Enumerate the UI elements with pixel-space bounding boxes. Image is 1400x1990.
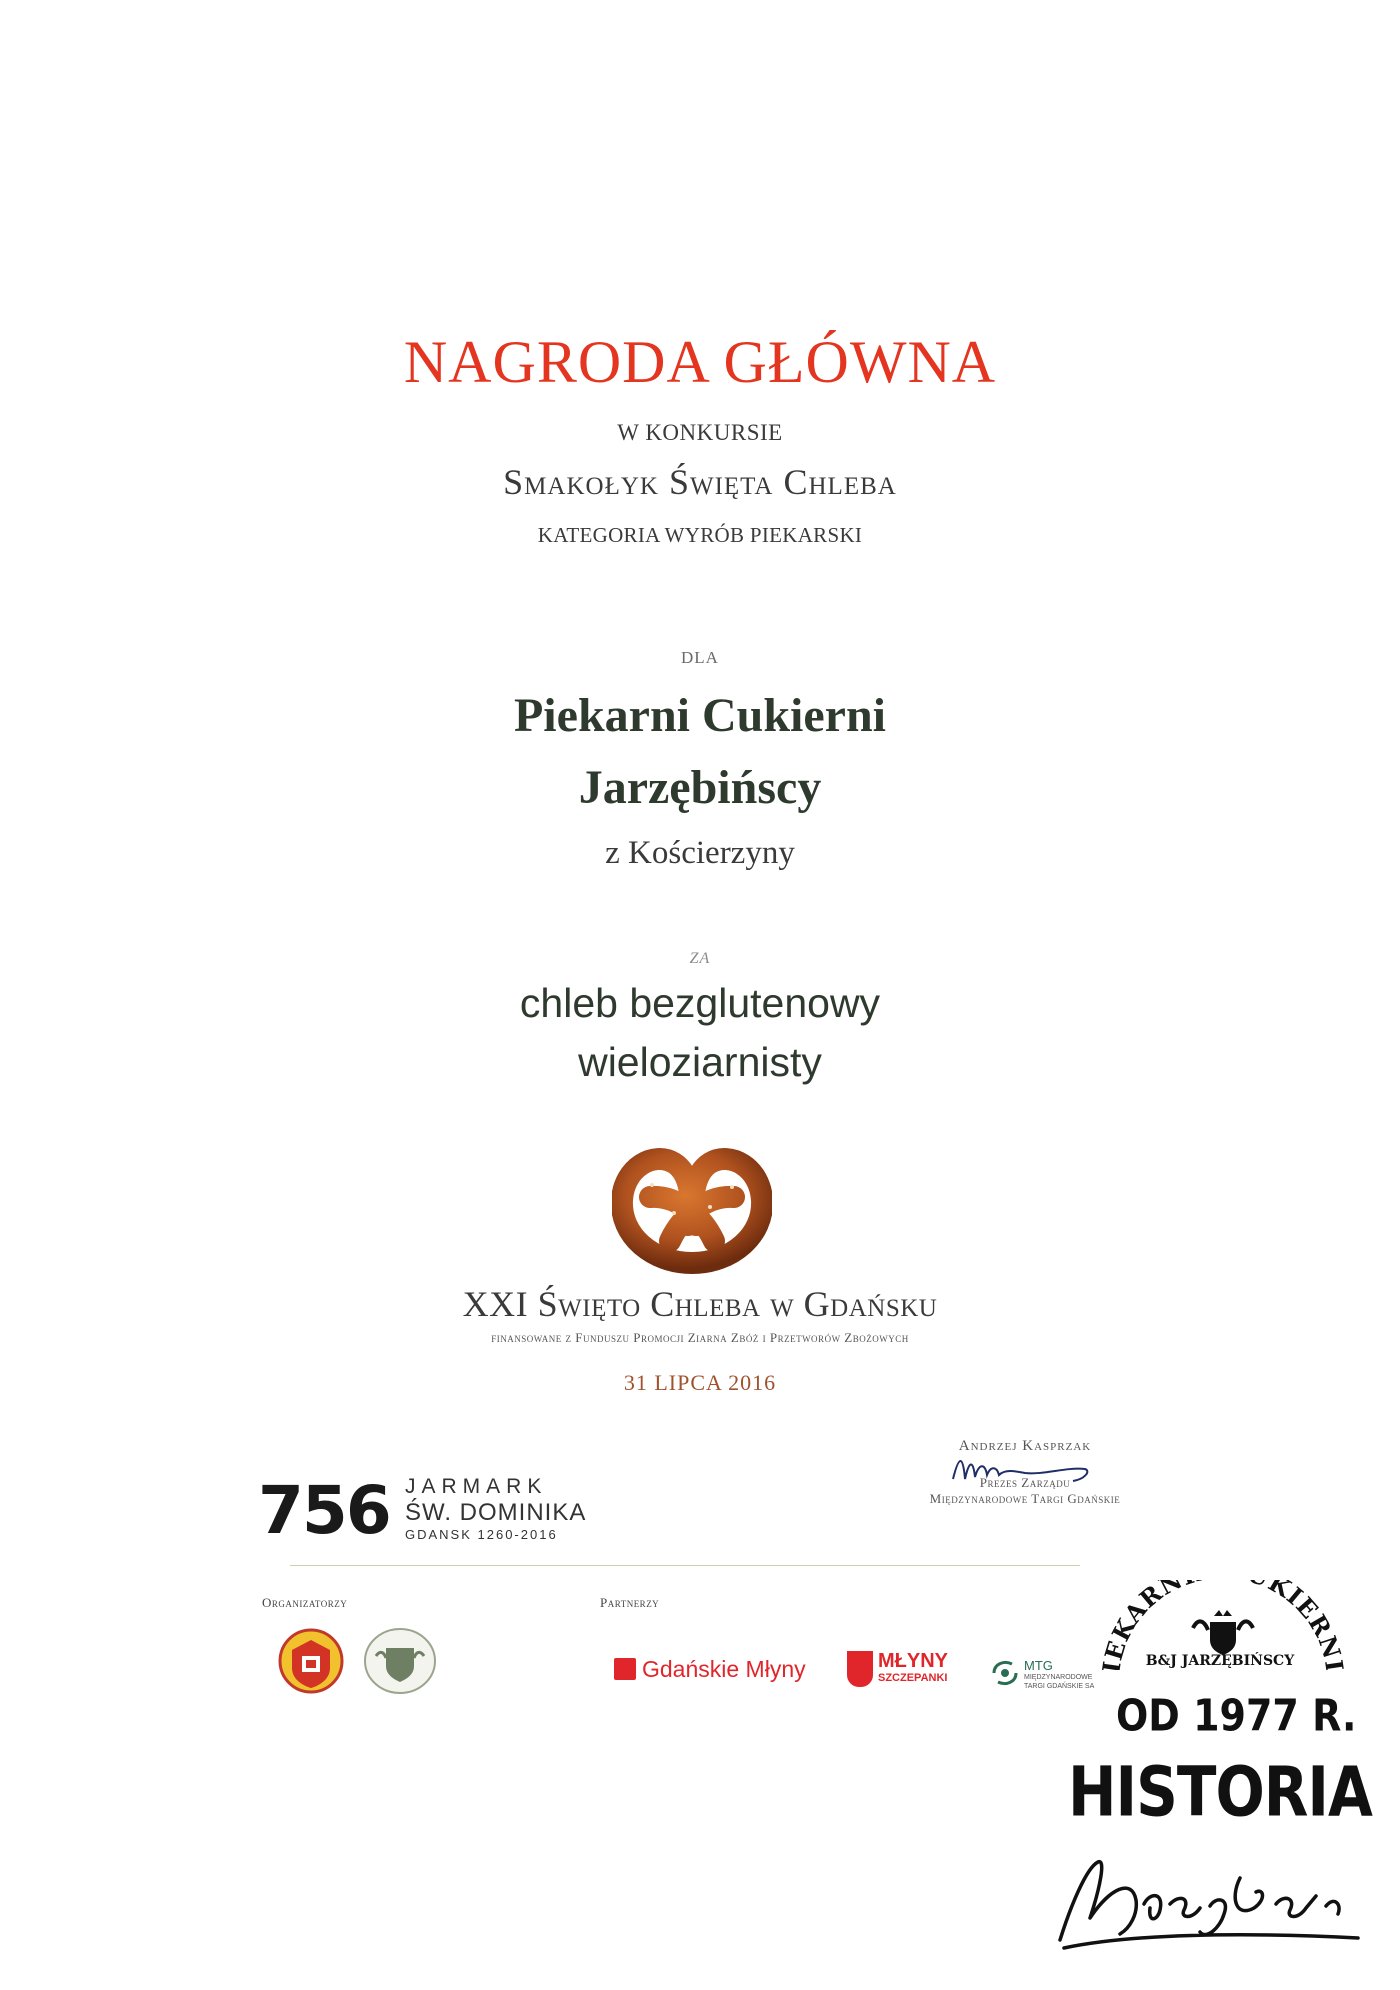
award-subtitle: W KONKURSIE <box>617 420 783 445</box>
partner-mtg: MTG MIĘDZYNARODOWE TARGI GDAŃSKIE SA <box>990 1658 1104 1691</box>
organizers-label: Organizatorzy <box>262 1595 348 1610</box>
organizer-logo-bakers-guild <box>278 1628 344 1699</box>
gdanskie-mlyny-logo-icon <box>614 1658 636 1680</box>
award-title: NAGRODA GŁÓWNA <box>403 329 997 395</box>
partners-label: Partnerzy <box>600 1595 660 1610</box>
footer-divider <box>290 1565 1080 1566</box>
jarmark-logo-number: 756 <box>258 1472 390 1549</box>
signer-name: Andrzej Kasprzak <box>958 1438 1092 1454</box>
pretzel-icon <box>612 1145 772 1275</box>
contest-name: Smakołyk Święta Chleba <box>503 462 897 502</box>
signature-block <box>880 1438 1170 1507</box>
mlyny-shield-icon <box>847 1651 873 1687</box>
heraldic-crest-icon <box>1193 1610 1253 1655</box>
bakery-stamp-history: HISTORIA <box>1068 1752 1372 1833</box>
jarmark-logo-text: JARMARK ŚW. DOMINIKA GDANSK 1260-2016 <box>405 1475 587 1542</box>
event-name: XXI Święto Chleba w Gdańsku <box>462 1284 938 1324</box>
award-category: KATEGORIA WYRÓB PIEKARSKI <box>537 523 863 547</box>
for-product-label: ZA <box>689 950 711 967</box>
partner-mlyny-szczepanki: MŁYNY SZCZEPANKI <box>847 1651 948 1687</box>
organizer-logo-gdansk-association <box>362 1626 438 1701</box>
svg-text:PIEKARNIA CUKIERNIA: IEKARN KIERNI <box>1098 1580 1348 1670</box>
product-line1: chleb bezglutenowy <box>519 980 881 1026</box>
product-line2: wieloziarnisty <box>578 1039 822 1085</box>
recipient-city: z Kościerzyny <box>605 835 795 871</box>
recipient-name-line1: Piekarni Cukierni <box>513 689 887 742</box>
for-label: DLA <box>681 648 719 667</box>
event-funding: finansowane z Funduszu Promocji Ziarna Zbóż i Przetworów Zbożowych <box>491 1330 909 1345</box>
mtg-logo-icon <box>990 1658 1020 1688</box>
bakery-stamp-owners: B&J JARZĘBIŃSCY <box>1145 1653 1295 1669</box>
recipient-name-line2: Jarzębińscy <box>578 761 822 814</box>
event-date: 31 LIPCA 2016 <box>623 1370 777 1395</box>
signer-role-line1: Prezes Zarządu <box>979 1475 1071 1490</box>
bakery-stamp-since: OD 1977 R. <box>1116 1690 1357 1741</box>
partner-gdanskie-mlyny: Gdańskie Młyny <box>614 1656 806 1683</box>
bakery-stamp-script-logo <box>1040 1848 1370 1958</box>
signer-role-line2: Międzynarodowe Targi Gdańskie <box>929 1491 1121 1506</box>
